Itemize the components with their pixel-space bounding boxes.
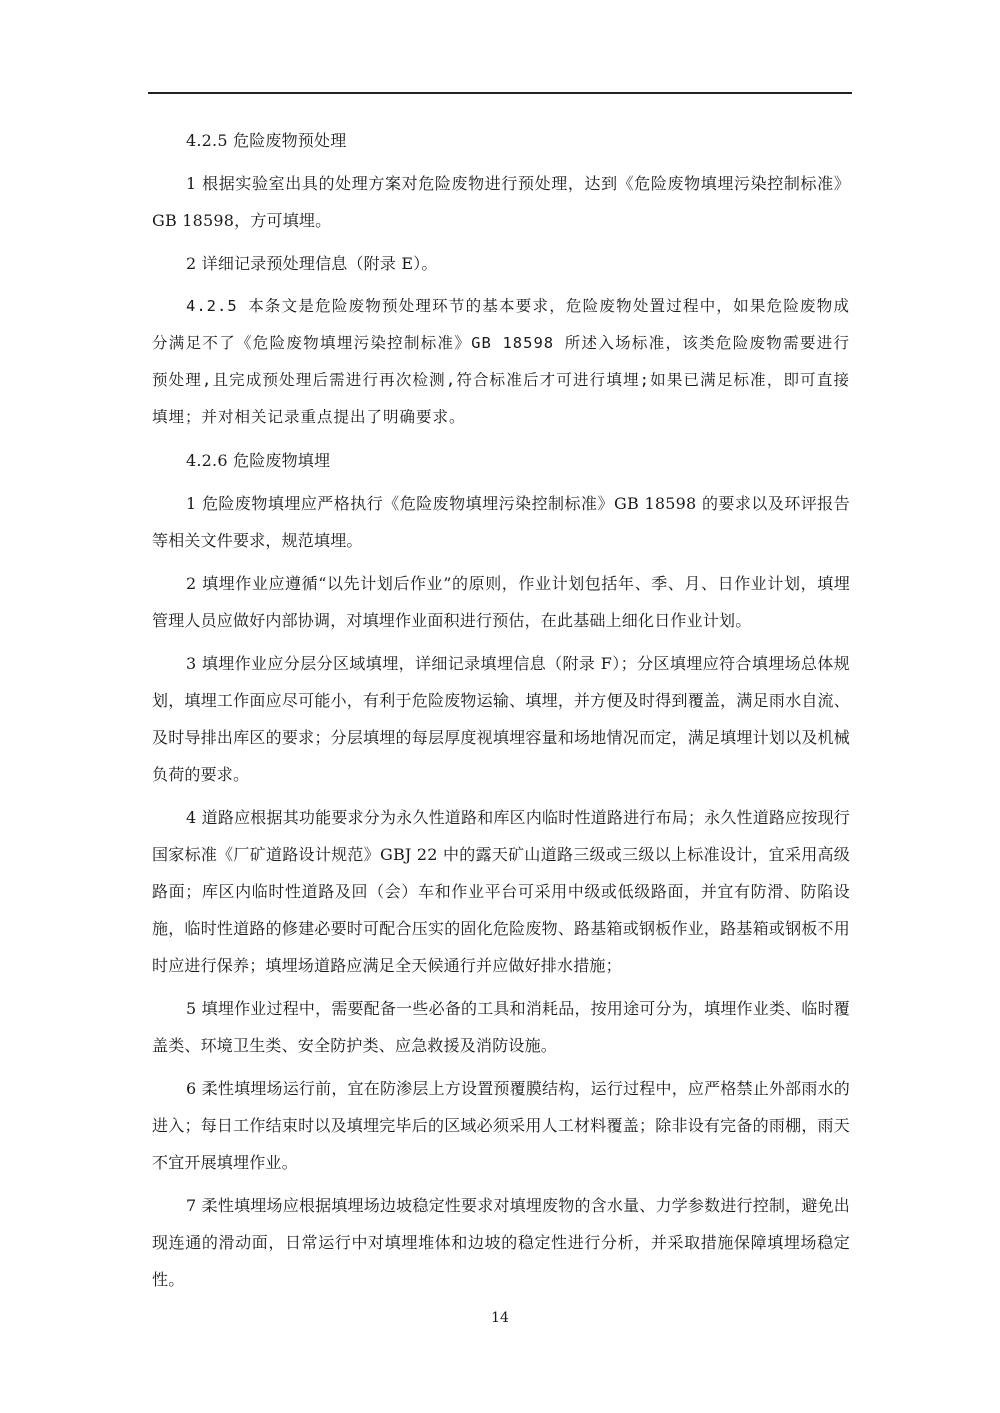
page-content bbox=[152, 122, 850, 1304]
header-rule bbox=[148, 92, 852, 94]
section-heading-4-2-5: 4.2.5 危险废物预处理 bbox=[186, 131, 347, 150]
paragraph-4-2-6-item-6: 6 柔性填埋场运行前，宜在防渗层上方设置预覆膜结构，运行过程中，应严格禁止外部雨水的进入；每日工作结束时以及填埋完毕后的区域必须采用人工材料覆盖；除非设有完备的雨棚，雨天不宜开展填埋作业。 bbox=[152, 1079, 850, 1172]
paragraph-4-2-6-item-5: 5 填埋作业过程中，需要配备一些必备的工具和消耗品，按用途可分为，填埋作业类、临时覆盖类、环境卫生类、安全防护类、应急救援及消防设施。 bbox=[152, 999, 850, 1055]
section-heading-4-2-6: 4.2.6 危险废物填埋 bbox=[186, 451, 331, 470]
paragraph-4-2-6-item-2: 2 填埋作业应遵循“以先计划后作业”的原则，作业计划包括年、季、月、日作业计划，填埋管理人员应做好内部协调，对填埋作业面积进行预估，在此基础上细化日作业计划。 bbox=[152, 574, 850, 630]
paragraph-4-2-6-item-4: 4 道路应根据其功能要求分为永久性道路和库区内临时性道路进行布局；永久性道路应按现行国家标准《厂矿道路设计规范》GBJ 22 中的露天矿山道路三级或三级以上标准设计，宜采用高级路面；库区内临时性道路及回（会）车和作业平台可采用中级或低级路面，并宜有防滑、防陷设施，临时性道路的修建必要时可配合压实的固化危险废物、路基箱或钢板作业，路基箱或钢板不用时应进行保养；填埋场道路应满足全天候通行并应做好排水措施； bbox=[152, 808, 850, 975]
paragraph-4-2-5-item-1: 1 根据实验室出具的处理方案对危险废物进行预处理，达到《危险废物填埋污染控制标准》GB 18598，方可填埋。 bbox=[152, 174, 850, 230]
paragraph-4-2-6-item-1: 1 危险废物填埋应严格执行《危险废物填埋污染控制标准》GB 18598 的要求以及环评报告等相关文件要求，规范填埋。 bbox=[152, 494, 850, 550]
paragraph-4-2-5-item-2: 2 详细记录预处理信息（附录 E）。 bbox=[186, 254, 438, 273]
paragraph-4-2-6-item-7: 7 柔性填埋场应根据填埋场边坡稳定性要求对填埋废物的含水量、力学参数进行控制，避免出现连通的滑动面，日常运行中对填埋堆体和边坡的稳定性进行分析，并采取措施保障填埋场稳定性。 bbox=[152, 1196, 850, 1289]
page-number: 14 bbox=[491, 1310, 509, 1326]
paragraph-4-2-6-item-3: 3 填埋作业应分层分区域填埋，详细记录填埋信息（附录 F）；分区填埋应符合填埋场总体规划，填埋工作面应尽可能小，有利于危险废物运输、填埋，并方便及时得到覆盖，满足雨水自流、及时导排出库区的要求；分层填埋的每层厚度视填埋容量和场地情况而定，满足填埋计划以及机械负荷的要求。 bbox=[152, 654, 850, 784]
commentary-4-2-5: 4.2.5 本条文是危险废物预处理环节的基本要求，危险废物处置过程中，如果危险废物成分满足不了《危险废物填埋污染控制标准》GB 18598 所述入场标准，该类危险废物需要进行预处理,且完成预处理后需进行再次检测,符合标准后才可进行填埋;如果已满足标准，即可直接填埋；并对相关记录重点提出了明确要求。 bbox=[152, 297, 850, 426]
